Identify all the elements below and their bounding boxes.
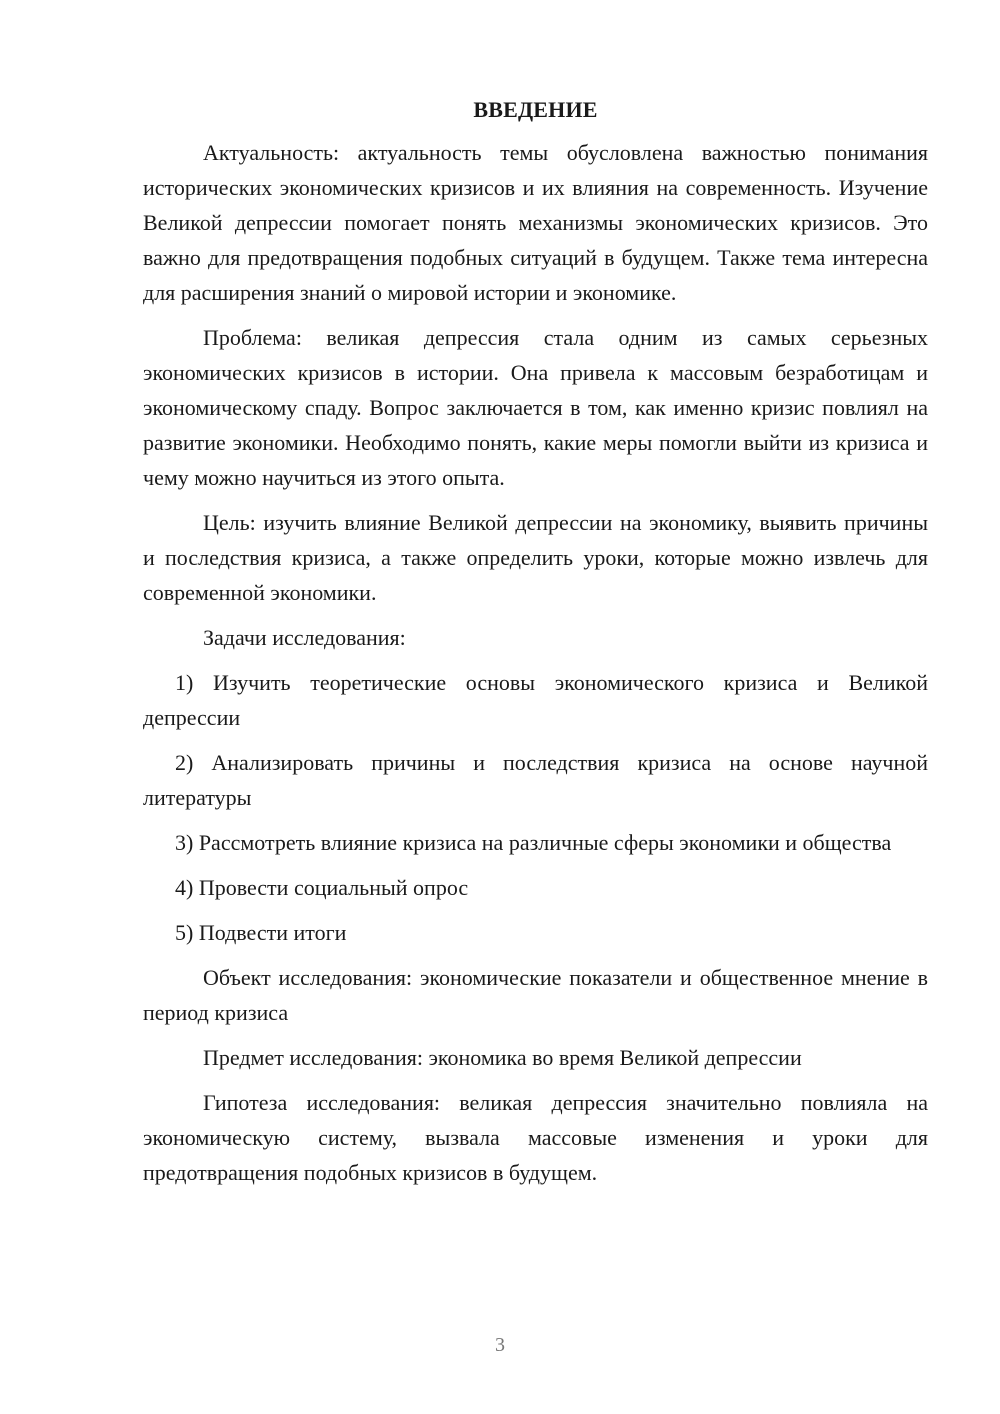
tasks-title: Задачи исследования: xyxy=(203,625,406,650)
task-item-5: 5) Подвести итоги xyxy=(175,920,347,945)
page-title: ВВЕДЕНИЕ xyxy=(473,97,598,122)
paragraph-relevance: Актуальность: актуальность темы обусловлена важностью понимания исторических экономических кризисов и их влияния на современность. Изучение Великой депрессии помогает понять механизмы экономических кризисов. Это важно для предотвращения подобных ситуаций в будущем. Также тема интересна для расширения знаний о мировой истории и экономике. xyxy=(143,140,928,305)
task-item-4: 4) Провести социальный опрос xyxy=(175,875,469,900)
page-number: 3 xyxy=(495,1334,505,1356)
paragraph-object: Объект исследования: экономические показатели и общественное мнение в период кризиса xyxy=(143,965,928,1025)
task-item-2: 2) Анализировать причины и последствия кризиса на основе научной литературы xyxy=(143,750,928,810)
paragraph-subject: Предмет исследования: экономика во время Великой депрессии xyxy=(203,1045,802,1070)
document-page xyxy=(143,92,928,1200)
task-item-3: 3) Рассмотреть влияние кризиса на различные сферы экономики и общества xyxy=(175,830,892,855)
paragraph-goal: Цель: изучить влияние Великой депрессии на экономику, выявить причины и последствия кризиса, а также определить уроки, которые можно извлечь для современной экономики. xyxy=(143,510,928,605)
paragraph-hypothesis: Гипотеза исследования: великая депрессия значительно повлияла на экономическую систему, вызвала массовые изменения и уроки для предотвращения подобных кризисов в будущем. xyxy=(143,1090,928,1185)
paragraph-problem: Проблема: великая депрессия стала одним из самых серьезных экономических кризисов в истории. Она привела к массовым безработицам и экономическому спаду. Вопрос заключается в том, как именно кризис повлиял на развитие экономики. Необходимо понять, какие меры помогли выйти из кризиса и чему можно научиться из этого опыта. xyxy=(143,325,928,490)
task-item-1: 1) Изучить теоретические основы экономического кризиса и Великой депрессии xyxy=(143,670,928,730)
